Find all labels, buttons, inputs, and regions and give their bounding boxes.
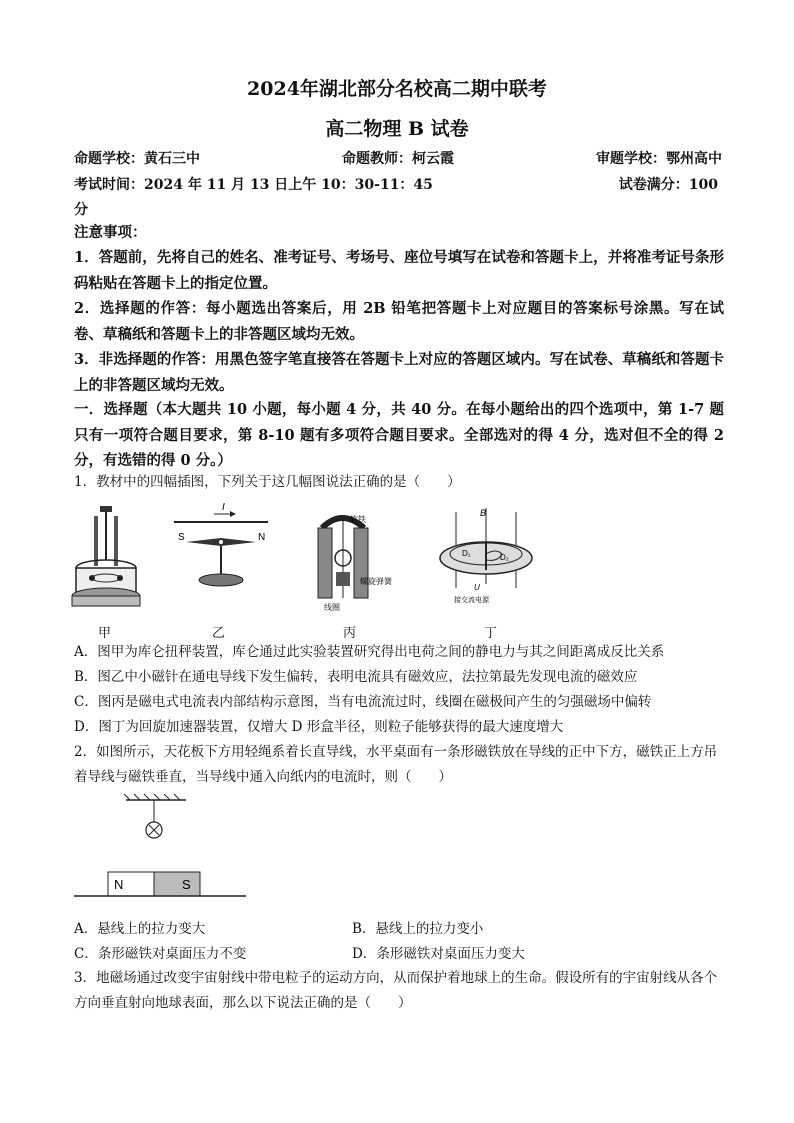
caption-ding: 丁 (484, 626, 498, 641)
exam-time-row (74, 174, 722, 194)
label-compass-n: N (258, 532, 266, 543)
question-2-figure (70, 792, 250, 904)
label-voltage: U (474, 583, 480, 592)
label-current: I (222, 502, 225, 513)
label-d2: D₂ (500, 553, 509, 562)
note-2: 2．选择题的作答：每小题选出答案后，用 2B 铅笔把答题卡上对应题目的答案标号涂黑。写在试卷、草稿纸和答题卡上的非答题区域均无效。 (74, 300, 724, 343)
question-2-stem: 2．如图所示，天花板下方用轻绳系着长直导线，水平桌面有一条形磁铁放在导线的正中下方，磁铁正上方吊着导线与磁铁垂直，当导线中通入向纸内的电流时，则（ ） (74, 744, 718, 785)
label-ac-source: 接交流电源 (454, 597, 489, 604)
question-1-option-d: D．图丁为回旋加速器装置，仅增大 D 形盒半径，则粒子能够获得的最大速度增大 (74, 719, 564, 735)
exam-subtitle: 高二物理 B 试卷 (325, 118, 469, 140)
note-3: 3．非选择题的作答：用黑色签字笔直接答在答题卡上对应的答题区域内。写在试卷、草稿纸和答题卡上的非答题区域均无效。 (74, 351, 724, 394)
figure-bing-galvanometer (302, 498, 402, 618)
score-unit: 分 (74, 202, 88, 218)
label-compass-s: S (178, 532, 185, 543)
question-3-stem: 3．地磁场通过改变宇宙射线中带电粒子的运动方向，从而保护着地球上的生命。假设所有的宇宙射线从各个方向垂直射向地球表面，那么以下说法正确的是（ ） (74, 970, 718, 1011)
notes-heading: 注意事项： (74, 224, 147, 241)
question-1-option-a: A．图甲为库仑扭秤装置，库仑通过此实验装置研究得出电荷之间的静电力与其之间距离成反比关系 (74, 644, 665, 660)
teacher-label: 命题教师：柯云霞 (342, 151, 454, 167)
question-2-option-a: A．悬线上的拉力变大 (74, 921, 206, 937)
question-2-option-c: C．条形磁铁对桌面压力不变 (74, 946, 247, 962)
figure-ding-cyclotron (436, 498, 546, 618)
label-coil: 线圈 (324, 603, 340, 612)
label-b-field: B (480, 508, 487, 518)
section-1-heading: 一．选择题（本大题共 10 小题，每小题 4 分，共 40 分。在每小题给出的四个选项中，第 1-7 题只有一项符合题目要求，第 8-10 题有多项符合题目要求。全部选对的得 4 分，选对但不全的得 2 分，有选错的得 0 分。） (74, 401, 724, 469)
reviewer-label: 审题学校：鄂州高中 (596, 151, 722, 167)
note-1: 1．答题前，先将自己的姓名、准考证号、考场号、座位号填写在试卷和答题卡上，并将准考证号条形码粘贴在答题卡上的指定位置。 (74, 249, 724, 292)
question-2-option-b: B．悬线上的拉力变小 (352, 921, 484, 937)
exam-time: 考试时间：2024 年 11 月 13 日上午 10：30-11：45 (74, 177, 433, 193)
question-1-figures (66, 498, 546, 641)
figure-yi-compass-wire (166, 498, 276, 618)
full-score: 试卷满分：100 (618, 177, 718, 193)
question-2-option-d: D．条形磁铁对桌面压力变大 (352, 946, 525, 962)
header-info-row (74, 148, 722, 168)
question-1-stem: 1．教材中的四幅插图，下列关于这几幅图说法正确的是（ ） (74, 474, 461, 490)
magnet-n-pole: N (114, 877, 124, 892)
label-soft-iron: 软铁 (350, 515, 366, 524)
school-label: 命题学校：黄石三中 (74, 151, 200, 167)
exam-title: 2024年湖北部分名校高二期中联考 (247, 78, 547, 100)
caption-yi: 乙 (212, 626, 226, 641)
caption-bing: 丙 (343, 626, 357, 641)
magnet-s-pole: S (182, 877, 191, 892)
question-1-option-b: B．图乙中小磁针在通电导线下发生偏转，表明电流具有磁效应，法拉第最先发现电流的磁效应 (74, 669, 638, 685)
question-1-option-c: C．图丙是磁电式电流表内部结构示意图，当有电流流过时，线圈在磁极间产生的匀强磁场中偏转 (74, 694, 652, 710)
label-spring: 螺旋弹簧 (360, 577, 392, 586)
label-d1: D₁ (462, 549, 471, 558)
caption-jia: 甲 (98, 626, 112, 641)
score-unit-row (74, 199, 722, 219)
figure-jia-torsion-balance (66, 498, 146, 618)
